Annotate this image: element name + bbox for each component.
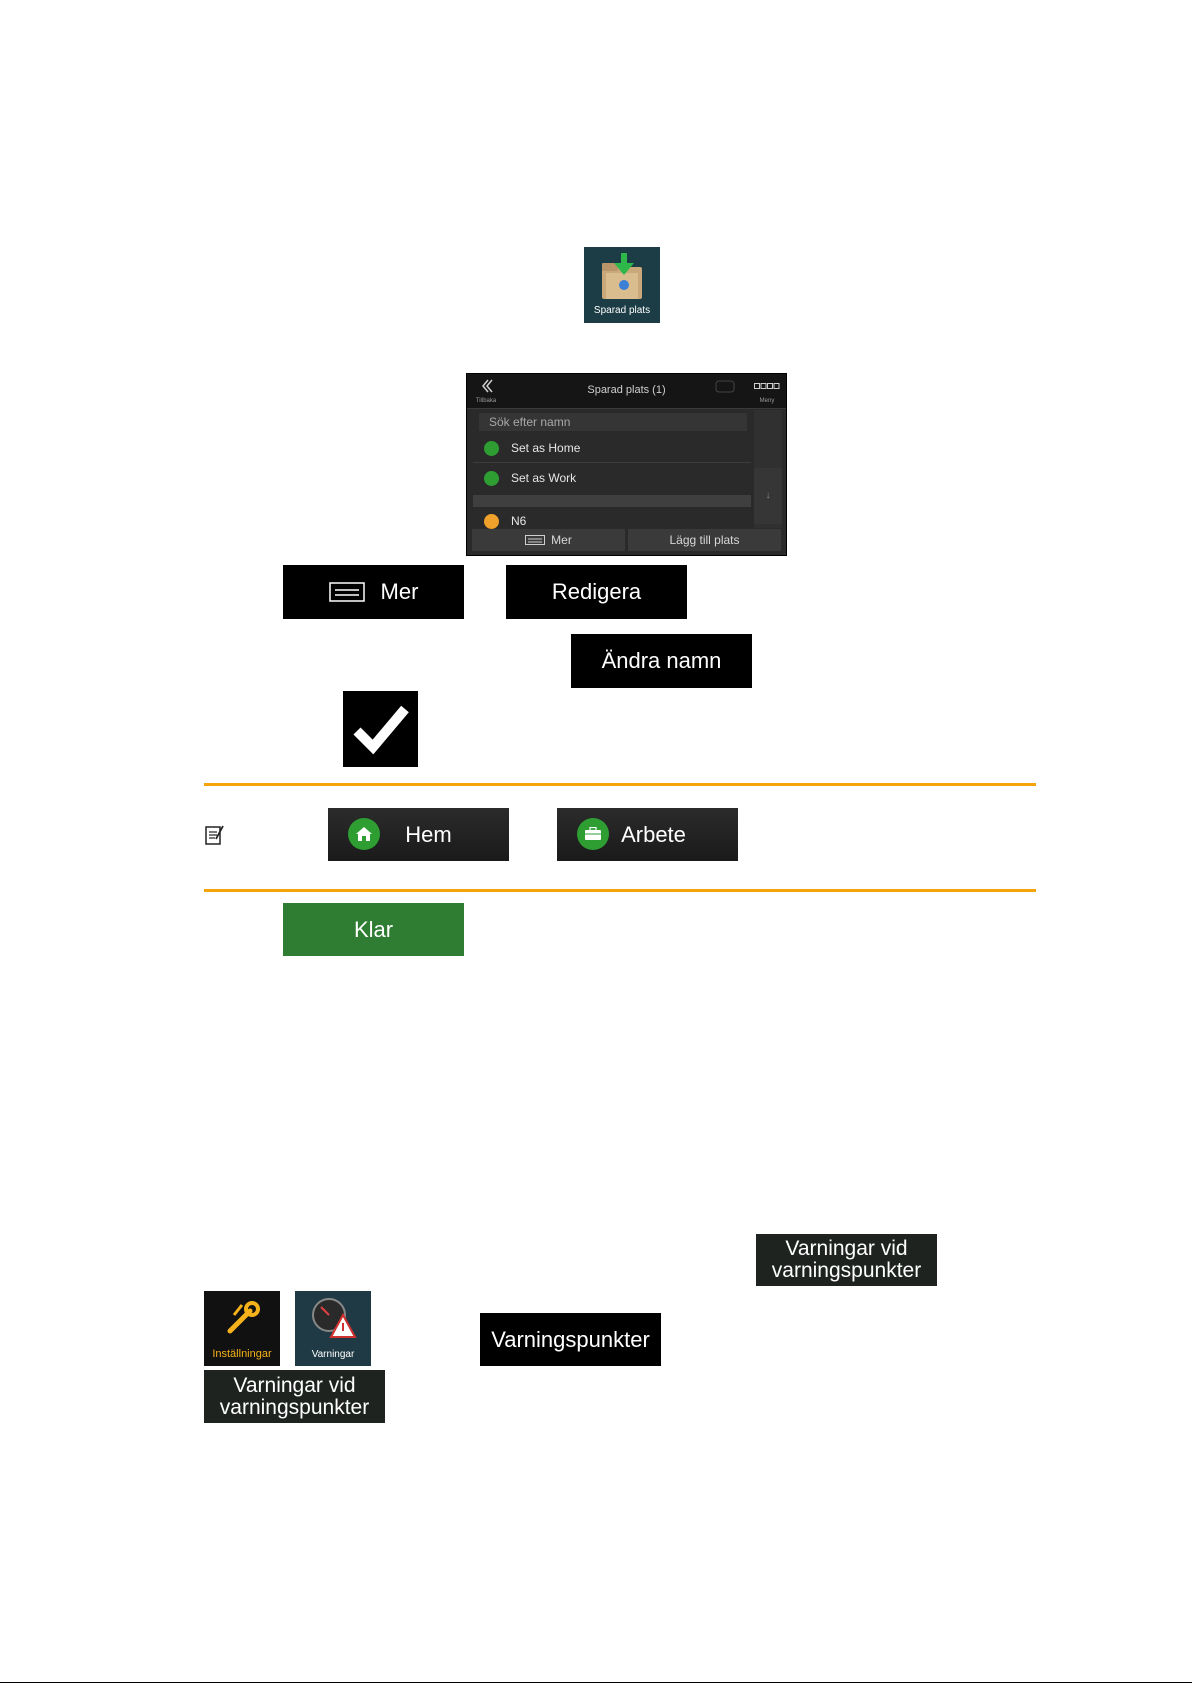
confirm-button[interactable] — [343, 691, 418, 767]
edit-button[interactable] — [506, 565, 687, 619]
warnings-label: Varningar — [311, 1349, 355, 1360]
list-item-label: Set as Work — [511, 471, 577, 485]
list-item[interactable] — [473, 434, 751, 463]
briefcase-icon — [484, 471, 499, 486]
settings-label: Inställningar — [212, 1348, 272, 1360]
scrollbar[interactable] — [754, 410, 782, 528]
warning-points-button[interactable] — [480, 1313, 661, 1366]
rename-button-label: Ändra namn — [601, 648, 722, 673]
note-bottom-rule — [204, 889, 1036, 892]
note-icon — [204, 824, 226, 846]
list-icon — [329, 582, 365, 602]
speedometer-warning-icon — [307, 1295, 357, 1339]
home-icon — [348, 818, 380, 850]
warnings-tile[interactable] — [295, 1291, 371, 1366]
list-icon — [525, 535, 545, 545]
footer-rule — [0, 1682, 1192, 1683]
warning-points-label: Varningspunkter — [491, 1326, 650, 1352]
list-item[interactable] — [473, 510, 751, 528]
more-footer-label: Mer — [551, 533, 572, 547]
wrench-icon — [222, 1301, 262, 1337]
add-place-button[interactable] — [628, 529, 781, 551]
star-icon — [484, 514, 499, 529]
scroll-down-icon[interactable]: ↓ — [754, 468, 782, 524]
menu-label: Meny — [759, 398, 775, 404]
settings-tile[interactable] — [204, 1291, 280, 1366]
warnings-line-2: varningspunkter — [219, 1395, 370, 1419]
folder-download-icon — [584, 251, 660, 311]
work-button-label: Arbete — [621, 821, 686, 847]
more-button-label: Mer — [380, 579, 419, 604]
saved-place-tile[interactable] — [584, 247, 660, 323]
done-button[interactable] — [283, 903, 464, 956]
add-place-label: Lägg till plats — [669, 533, 740, 547]
screenshot-header — [467, 374, 786, 409]
list-item-label: Set as Home — [511, 441, 581, 455]
back-label: Tillbaka — [475, 398, 497, 404]
briefcase-icon — [577, 818, 609, 850]
done-button-label: Klar — [353, 916, 394, 942]
home-icon — [484, 441, 499, 456]
warnings-line-1: Varningar vid — [785, 1237, 908, 1260]
home-button[interactable] — [328, 808, 509, 861]
menu-grid-icon[interactable] — [754, 383, 780, 391]
warnings-line-2: varningspunkter — [771, 1259, 922, 1282]
more-footer-button[interactable] — [472, 529, 625, 551]
home-button-label: Hem — [405, 821, 452, 847]
list-item-label: N6 — [511, 514, 527, 528]
more-button[interactable] — [283, 565, 464, 619]
list-divider — [473, 495, 751, 507]
list-item[interactable] — [473, 464, 751, 492]
edit-button-label: Redigera — [551, 579, 642, 604]
chat-bubble-icon — [715, 380, 735, 396]
search-field[interactable] — [479, 413, 747, 431]
warnings-at-points-button[interactable] — [756, 1234, 937, 1286]
warnings-line-1: Varningar vid — [233, 1373, 356, 1397]
work-button[interactable] — [557, 808, 738, 861]
saved-place-label: Sparad plats — [593, 305, 651, 316]
search-placeholder: Sök efter namn — [489, 415, 571, 429]
note-top-rule — [204, 783, 1036, 786]
checkmark-icon — [351, 701, 411, 757]
warnings-at-points-button[interactable] — [204, 1370, 385, 1423]
screenshot-title: Sparad plats (1) — [587, 384, 666, 396]
saved-places-screenshot — [466, 373, 787, 556]
rename-button[interactable] — [571, 634, 752, 688]
